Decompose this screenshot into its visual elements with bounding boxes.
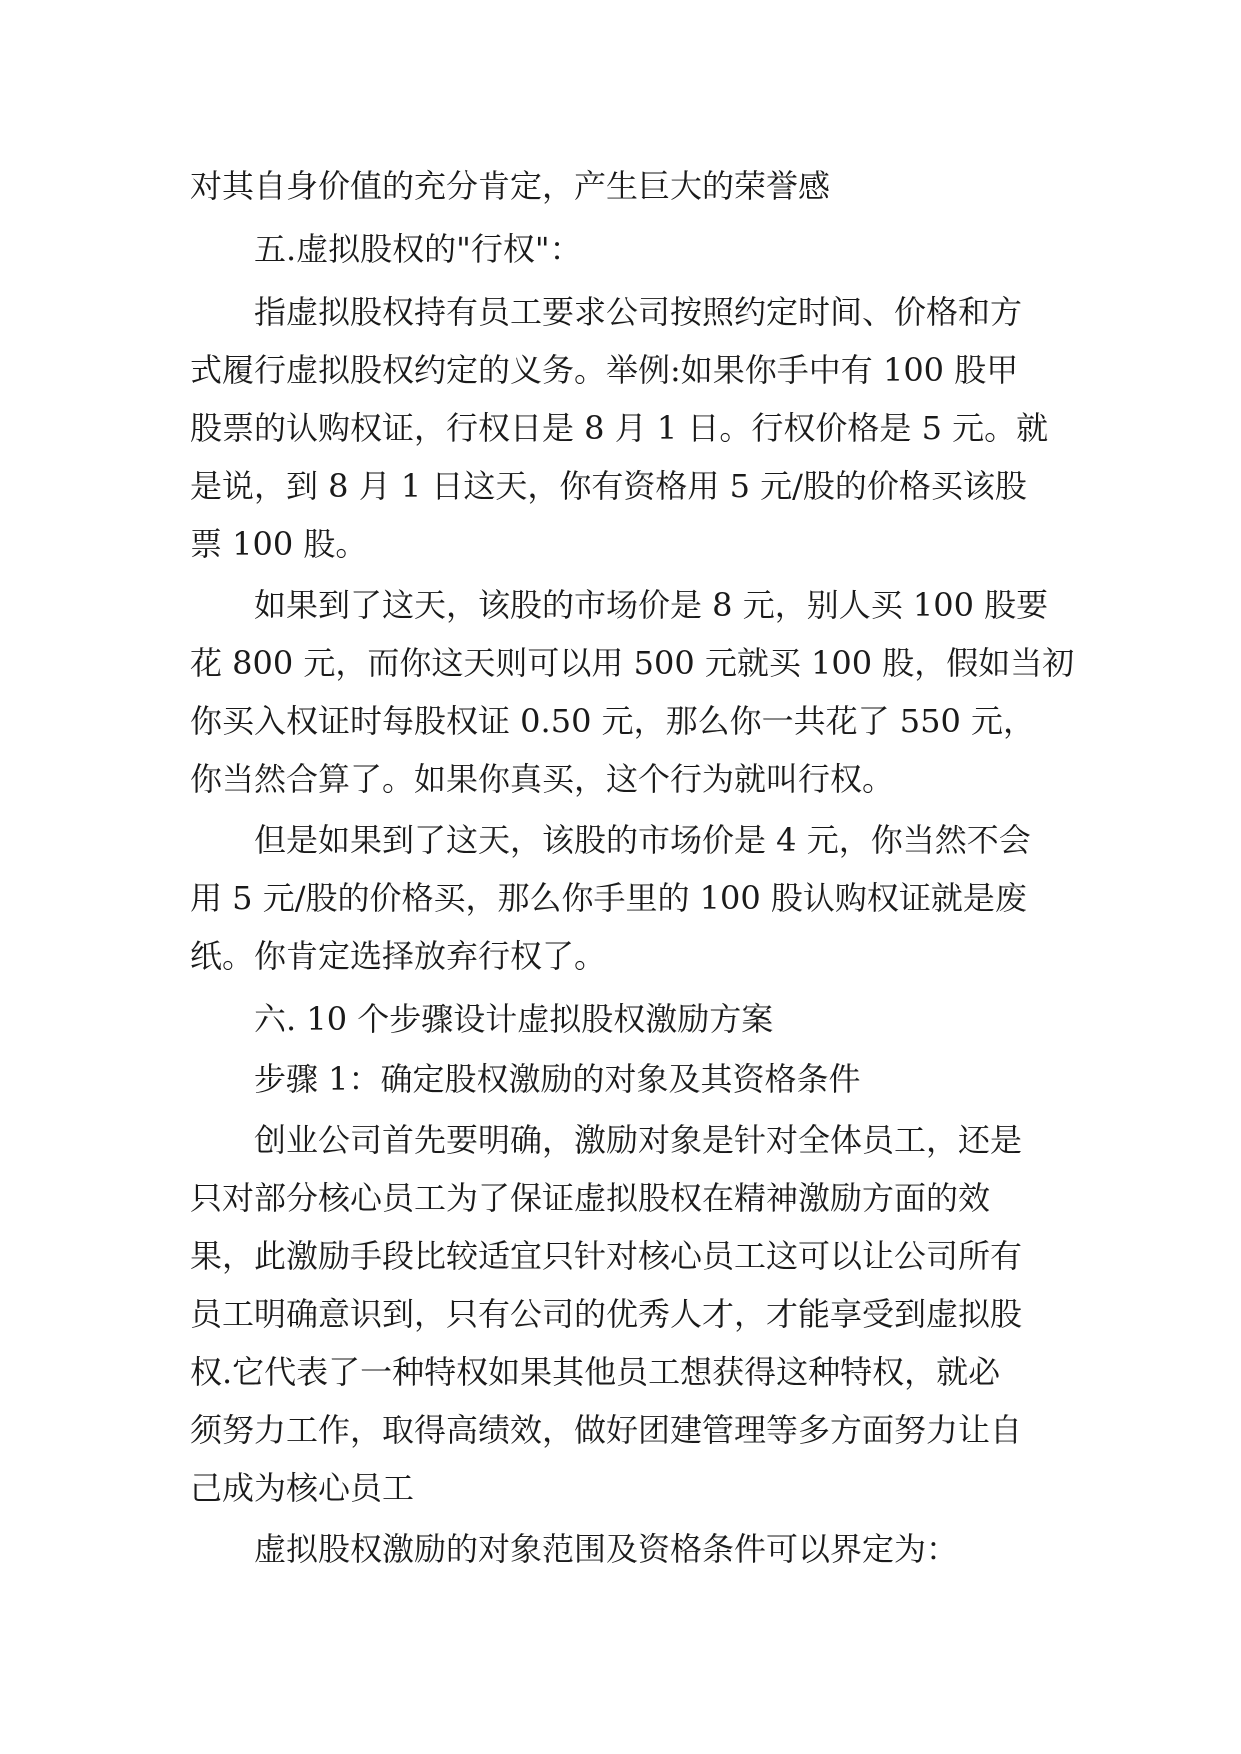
text-line: 式履行虚拟股权约定的义务。举例:如果你手中有 100 股甲 xyxy=(190,351,1019,389)
text-line: 股票的认购权证，行权日是 8 月 1 日。行权价格是 5 元。就 xyxy=(190,409,1049,447)
text-line: 须努力工作，取得高绩效，做好团建管理等多方面努力让自 xyxy=(190,1411,1023,1449)
text-line: 用 5 元/股的价格买，那么你手里的 100 股认购权证就是废 xyxy=(190,879,1027,917)
text-line: 权.它代表了一种特权如果其他员工想获得这种特权，就必 xyxy=(190,1353,1001,1391)
text-line: 果，此激励手段比较适宜只针对核心员工这可以让公司所有 xyxy=(190,1237,1023,1275)
text-line: 指虚拟股权持有员工要求公司按照约定时间、价格和方 xyxy=(254,293,1023,331)
step-heading: 步骤 1：确定股权激励的对象及其资格条件 xyxy=(254,1060,861,1098)
text-line: 纸。你肯定选择放弃行权了。 xyxy=(190,937,607,975)
section-heading: 六. 10 个步骤设计虚拟股权激励方案 xyxy=(254,1000,774,1038)
text-line: 是说，到 8 月 1 日这天，你有资格用 5 元/股的价格买该股 xyxy=(190,467,1027,505)
text-line: 你买入权证时每股权证 0.50 元，那么你一共花了 550 元， xyxy=(190,702,1036,740)
text-line: 员工明确意识到，只有公司的优秀人才，才能享受到虚拟股 xyxy=(190,1295,1023,1333)
text-line: 己成为核心员工 xyxy=(190,1469,415,1507)
text-line: 但是如果到了这天，该股的市场价是 4 元，你当然不会 xyxy=(254,821,1031,859)
text-line: 你当然合算了。如果你真买，这个行为就叫行权。 xyxy=(190,760,895,798)
text-line: 花 800 元，而你这天则可以用 500 元就买 100 股，假如当初 xyxy=(190,644,1075,682)
text-line: 对其自身价值的充分肯定，产生巨大的荣誉感 xyxy=(190,167,831,205)
text-line: 创业公司首先要明确，激励对象是针对全体员工，还是 xyxy=(254,1121,1023,1159)
text-line: 只对部分核心员工为了保证虚拟股权在精神激励方面的效 xyxy=(190,1179,991,1217)
section-heading: 五.虚拟股权的"行权"： xyxy=(254,230,582,268)
text-line: 如果到了这天，该股的市场价是 8 元，别人买 100 股要 xyxy=(254,586,1049,624)
text-line: 票 100 股。 xyxy=(190,525,368,563)
text-line: 虚拟股权激励的对象范围及资格条件可以界定为： xyxy=(254,1530,959,1568)
